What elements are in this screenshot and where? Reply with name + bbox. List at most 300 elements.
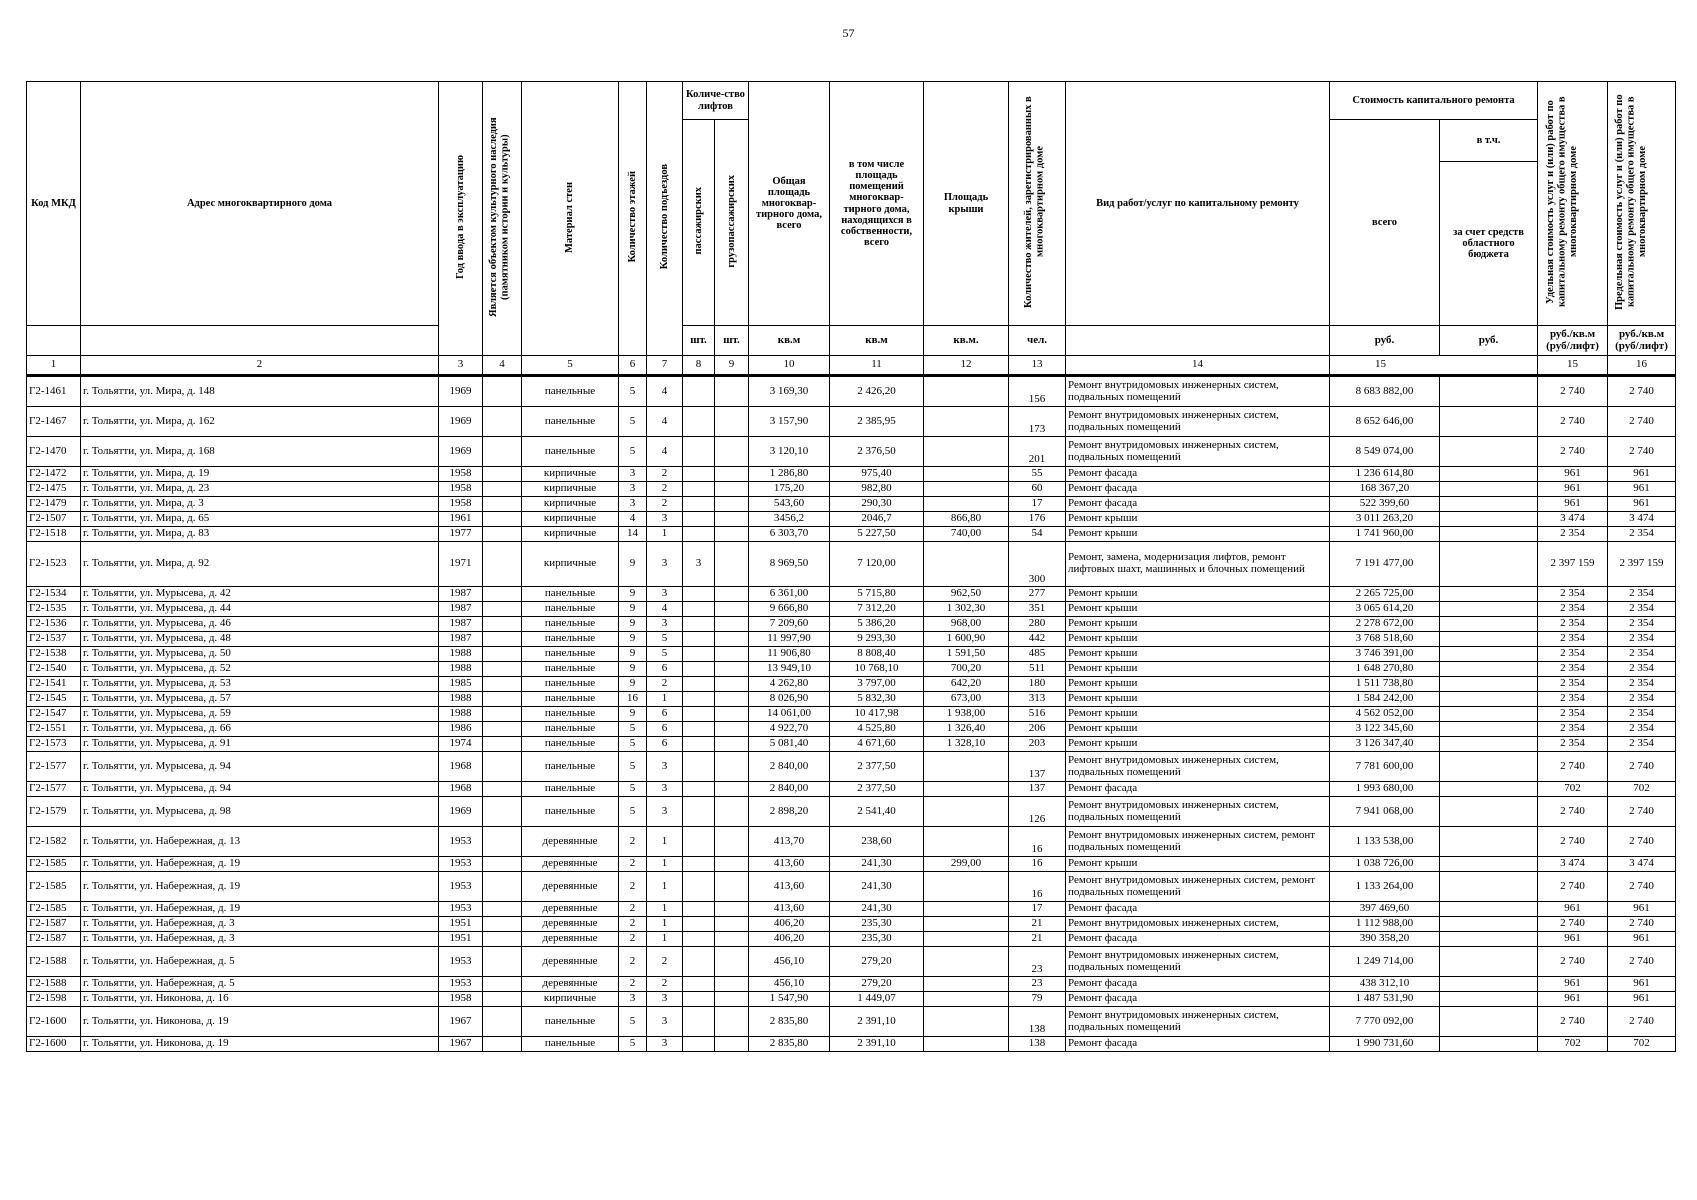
row-roof-area: 1 326,40 [924, 722, 1009, 737]
row-heritage [483, 992, 522, 1007]
row-heritage [483, 782, 522, 797]
row-floors: 5 [619, 376, 647, 407]
row-year: 1961 [439, 512, 483, 527]
row-owned-area: 4 525,80 [830, 722, 924, 737]
header-work-type: Вид работ/услуг по капитальному ремонту [1066, 82, 1330, 326]
row-floors: 2 [619, 857, 647, 872]
row-total-area: 4 262,80 [749, 677, 830, 692]
row-entrances: 1 [647, 692, 683, 707]
unit-sqm-3: кв.м. [924, 326, 1009, 356]
column-number: 15 [1330, 356, 1538, 376]
row-year: 1987 [439, 602, 483, 617]
row-residents: 201 [1009, 437, 1066, 467]
row-max-cost: 2 354 [1608, 602, 1676, 617]
table-row [27, 512, 1676, 527]
row-work-type: Ремонт крыши [1066, 617, 1330, 632]
row-entrances: 2 [647, 947, 683, 977]
row-roof-area [924, 467, 1009, 482]
row-heritage [483, 737, 522, 752]
row-total-area: 3456,2 [749, 512, 830, 527]
row-roof-area [924, 542, 1009, 587]
row-year: 1969 [439, 797, 483, 827]
row-year: 1951 [439, 932, 483, 947]
row-code: Г2-1472 [27, 467, 81, 482]
row-walls: панельные [522, 437, 619, 467]
row-year: 1958 [439, 467, 483, 482]
row-address: г. Тольятти, ул. Набережная, д. 5 [81, 977, 439, 992]
row-entrances: 1 [647, 932, 683, 947]
row-code: Г2-1541 [27, 677, 81, 692]
unit-rub-1: руб. [1330, 326, 1440, 356]
row-owned-area: 8 808,40 [830, 647, 924, 662]
row-residents: 516 [1009, 707, 1066, 722]
row-owned-area: 279,20 [830, 947, 924, 977]
row-address: г. Тольятти, ул. Мира, д. 83 [81, 527, 439, 542]
row-year: 1968 [439, 752, 483, 782]
row-floors: 2 [619, 932, 647, 947]
row-code: Г2-1587 [27, 932, 81, 947]
row-walls: кирпичные [522, 992, 619, 1007]
row-walls: панельные [522, 407, 619, 437]
row-heritage [483, 482, 522, 497]
row-residents: 180 [1009, 677, 1066, 692]
row-heritage [483, 752, 522, 782]
row-total-area: 11 906,80 [749, 647, 830, 662]
row-lifts-cargo [715, 992, 749, 1007]
row-lifts-cargo [715, 437, 749, 467]
row-max-cost: 961 [1608, 977, 1676, 992]
row-year: 1967 [439, 1037, 483, 1052]
header-lifts-passenger: пассажирских [683, 120, 715, 326]
row-year: 1988 [439, 707, 483, 722]
row-entrances: 4 [647, 602, 683, 617]
row-floors: 3 [619, 482, 647, 497]
row-lifts-cargo [715, 827, 749, 857]
row-heritage [483, 872, 522, 902]
row-walls: панельные [522, 1037, 619, 1052]
row-lifts-cargo [715, 782, 749, 797]
row-year: 1969 [439, 437, 483, 467]
row-entrances: 2 [647, 677, 683, 692]
row-unit-cost: 702 [1538, 782, 1608, 797]
row-residents: 23 [1009, 977, 1066, 992]
row-residents: 138 [1009, 1037, 1066, 1052]
row-year: 1967 [439, 1007, 483, 1037]
row-residents: 351 [1009, 602, 1066, 617]
table-row [27, 707, 1676, 722]
header-cost: Стоимость капитального ремонта [1330, 82, 1538, 120]
row-cost-total: 3 126 347,40 [1330, 737, 1440, 752]
row-cost-region [1440, 947, 1538, 977]
row-heritage [483, 587, 522, 602]
row-max-cost: 2 354 [1608, 722, 1676, 737]
row-max-cost: 2 740 [1608, 872, 1676, 902]
row-owned-area: 2 376,50 [830, 437, 924, 467]
row-owned-area: 2 426,20 [830, 376, 924, 407]
row-code: Г2-1470 [27, 437, 81, 467]
row-year: 1986 [439, 722, 483, 737]
row-cost-region [1440, 1007, 1538, 1037]
row-residents: 79 [1009, 992, 1066, 1007]
unit-pcs-1: шт. [683, 326, 715, 356]
row-residents: 173 [1009, 407, 1066, 437]
row-owned-area: 241,30 [830, 902, 924, 917]
row-entrances: 3 [647, 797, 683, 827]
row-entrances: 4 [647, 407, 683, 437]
row-floors: 16 [619, 692, 647, 707]
row-total-area: 11 997,90 [749, 632, 830, 647]
row-floors: 2 [619, 977, 647, 992]
row-residents: 280 [1009, 617, 1066, 632]
row-entrances: 5 [647, 647, 683, 662]
row-lifts-passenger [683, 407, 715, 437]
row-roof-area: 642,20 [924, 677, 1009, 692]
row-code: Г2-1523 [27, 542, 81, 587]
row-lifts-passenger [683, 782, 715, 797]
row-year: 1971 [439, 542, 483, 587]
row-unit-cost: 2 740 [1538, 947, 1608, 977]
row-address: г. Тольятти, ул. Мира, д. 19 [81, 467, 439, 482]
row-max-cost: 2 354 [1608, 632, 1676, 647]
row-cost-total: 7 191 477,00 [1330, 542, 1440, 587]
row-cost-total: 1 511 738,80 [1330, 677, 1440, 692]
row-unit-cost: 2 354 [1538, 587, 1608, 602]
row-roof-area [924, 752, 1009, 782]
header-code: Код МКД [27, 82, 81, 326]
row-code: Г2-1587 [27, 917, 81, 932]
row-cost-total: 2 278 672,00 [1330, 617, 1440, 632]
row-unit-cost: 2 354 [1538, 707, 1608, 722]
row-address: г. Тольятти, ул. Никонова, д. 16 [81, 992, 439, 1007]
table-row [27, 872, 1676, 902]
row-lifts-cargo [715, 722, 749, 737]
row-roof-area: 968,00 [924, 617, 1009, 632]
row-cost-total: 4 562 052,00 [1330, 707, 1440, 722]
row-code: Г2-1507 [27, 512, 81, 527]
row-unit-cost: 2 354 [1538, 677, 1608, 692]
row-floors: 3 [619, 467, 647, 482]
row-lifts-cargo [715, 467, 749, 482]
row-unit-cost: 961 [1538, 482, 1608, 497]
row-address: г. Тольятти, ул. Набережная, д. 19 [81, 872, 439, 902]
row-lifts-cargo [715, 662, 749, 677]
row-total-area: 1 547,90 [749, 992, 830, 1007]
row-work-type: Ремонт крыши [1066, 632, 1330, 647]
row-entrances: 1 [647, 917, 683, 932]
row-total-area: 456,10 [749, 977, 830, 992]
row-cost-total: 1 487 531,90 [1330, 992, 1440, 1007]
row-code: Г2-1551 [27, 722, 81, 737]
row-floors: 9 [619, 542, 647, 587]
table-row [27, 662, 1676, 677]
row-max-cost: 2 397 159 [1608, 542, 1676, 587]
row-code: Г2-1536 [27, 617, 81, 632]
column-number: 5 [522, 356, 619, 376]
row-entrances: 1 [647, 527, 683, 542]
row-work-type: Ремонт крыши [1066, 527, 1330, 542]
row-year: 1987 [439, 617, 483, 632]
row-lifts-cargo [715, 376, 749, 407]
unit-rate-2: руб./кв.м (руб/лифт) [1608, 326, 1676, 356]
row-lifts-passenger [683, 467, 715, 482]
row-lifts-passenger [683, 707, 715, 722]
column-number: 10 [749, 356, 830, 376]
row-code: Г2-1540 [27, 662, 81, 677]
row-heritage [483, 827, 522, 857]
row-heritage [483, 857, 522, 872]
row-entrances: 3 [647, 617, 683, 632]
row-cost-region [1440, 707, 1538, 722]
row-owned-area: 2 377,50 [830, 782, 924, 797]
row-total-area: 2 840,00 [749, 782, 830, 797]
row-lifts-passenger [683, 617, 715, 632]
row-cost-region [1440, 782, 1538, 797]
row-entrances: 2 [647, 977, 683, 992]
row-address: г. Тольятти, ул. Мира, д. 92 [81, 542, 439, 587]
unit-address [81, 326, 439, 356]
row-walls: деревянные [522, 947, 619, 977]
row-work-type: Ремонт внутридомовых инженерных систем, подвальных помещений [1066, 797, 1330, 827]
row-walls: панельные [522, 677, 619, 692]
row-total-area: 2 898,20 [749, 797, 830, 827]
row-unit-cost: 2 354 [1538, 527, 1608, 542]
row-residents: 176 [1009, 512, 1066, 527]
row-residents: 156 [1009, 376, 1066, 407]
row-address: г. Тольятти, ул. Набережная, д. 19 [81, 857, 439, 872]
header-max-cost: Предельная стоимость услуг и (или) работ по капитальному ремонту общего имущества в многоквартирном доме [1608, 82, 1676, 326]
row-lifts-cargo [715, 632, 749, 647]
row-heritage [483, 527, 522, 542]
row-cost-total: 8 652 646,00 [1330, 407, 1440, 437]
row-address: г. Тольятти, ул. Мира, д. 23 [81, 482, 439, 497]
row-lifts-passenger [683, 662, 715, 677]
row-work-type: Ремонт крыши [1066, 587, 1330, 602]
table-row [27, 587, 1676, 602]
row-work-type: Ремонт внутридомовых инженерных систем, подвальных помещений [1066, 947, 1330, 977]
column-number: 4 [483, 356, 522, 376]
row-walls: деревянные [522, 917, 619, 932]
row-total-area: 543,60 [749, 497, 830, 512]
row-work-type: Ремонт крыши [1066, 707, 1330, 722]
header-total-area: Общая площадь многоквар-тирного дома, всего [749, 82, 830, 326]
row-residents: 313 [1009, 692, 1066, 707]
row-walls: деревянные [522, 902, 619, 917]
row-residents: 511 [1009, 662, 1066, 677]
row-code: Г2-1467 [27, 407, 81, 437]
header-unit-cost: Удельная стоимость услуг и (или) работ по капитальному ремонту общего имущества в многоквартирном доме [1538, 82, 1608, 326]
row-lifts-passenger [683, 857, 715, 872]
row-walls: деревянные [522, 827, 619, 857]
column-number: 16 [1608, 356, 1676, 376]
table-row [27, 497, 1676, 512]
row-walls: панельные [522, 587, 619, 602]
row-code: Г2-1585 [27, 857, 81, 872]
row-max-cost: 2 740 [1608, 797, 1676, 827]
row-cost-total: 1 741 960,00 [1330, 527, 1440, 542]
row-year: 1977 [439, 527, 483, 542]
unit-pcs-2: шт. [715, 326, 749, 356]
unit-rate-1: руб./кв.м (руб/лифт) [1538, 326, 1608, 356]
row-unit-cost: 961 [1538, 902, 1608, 917]
row-unit-cost: 961 [1538, 497, 1608, 512]
row-address: г. Тольятти, ул. Набережная, д. 19 [81, 902, 439, 917]
row-code: Г2-1582 [27, 827, 81, 857]
row-cost-region [1440, 1037, 1538, 1052]
row-cost-region [1440, 917, 1538, 932]
row-work-type: Ремонт крыши [1066, 602, 1330, 617]
row-entrances: 6 [647, 662, 683, 677]
row-lifts-cargo [715, 527, 749, 542]
row-lifts-cargo [715, 932, 749, 947]
row-lifts-cargo [715, 647, 749, 662]
row-cost-region [1440, 497, 1538, 512]
row-cost-total: 1 133 538,00 [1330, 827, 1440, 857]
unit-sqm-2: кв.м [830, 326, 924, 356]
row-code: Г2-1577 [27, 782, 81, 797]
capital-repair-table [26, 81, 1676, 1052]
row-code: Г2-1545 [27, 692, 81, 707]
row-owned-area: 9 293,30 [830, 632, 924, 647]
row-work-type: Ремонт внутридомовых инженерных систем, подвальных помещений [1066, 376, 1330, 407]
column-number: 9 [715, 356, 749, 376]
table-row [27, 917, 1676, 932]
row-entrances: 1 [647, 872, 683, 902]
row-address: г. Тольятти, ул. Мира, д. 168 [81, 437, 439, 467]
row-total-area: 14 061,00 [749, 707, 830, 722]
row-unit-cost: 2 740 [1538, 1007, 1608, 1037]
row-work-type: Ремонт крыши [1066, 857, 1330, 872]
row-cost-total: 8 549 074,00 [1330, 437, 1440, 467]
row-code: Г2-1535 [27, 602, 81, 617]
row-lifts-cargo [715, 1007, 749, 1037]
row-residents: 55 [1009, 467, 1066, 482]
row-total-area: 413,60 [749, 902, 830, 917]
row-walls: панельные [522, 692, 619, 707]
row-total-area: 3 157,90 [749, 407, 830, 437]
row-cost-total: 1 584 242,00 [1330, 692, 1440, 707]
row-code: Г2-1585 [27, 902, 81, 917]
row-unit-cost: 2 354 [1538, 602, 1608, 617]
row-roof-area [924, 932, 1009, 947]
table-row [27, 482, 1676, 497]
row-work-type: Ремонт внутридомовых инженерных систем, подвальных помещений [1066, 1007, 1330, 1037]
row-walls: панельные [522, 797, 619, 827]
row-walls: деревянные [522, 977, 619, 992]
row-walls: панельные [522, 662, 619, 677]
row-work-type: Ремонт фасада [1066, 497, 1330, 512]
row-lifts-cargo [715, 602, 749, 617]
row-unit-cost: 2 740 [1538, 872, 1608, 902]
row-floors: 3 [619, 497, 647, 512]
row-max-cost: 2 354 [1608, 647, 1676, 662]
row-cost-total: 397 469,60 [1330, 902, 1440, 917]
row-residents: 23 [1009, 947, 1066, 977]
row-roof-area [924, 1037, 1009, 1052]
table-row [27, 1037, 1676, 1052]
row-unit-cost: 2 354 [1538, 692, 1608, 707]
table-row [27, 542, 1676, 587]
row-address: г. Тольятти, ул. Никонова, д. 19 [81, 1037, 439, 1052]
table-row [27, 977, 1676, 992]
row-floors: 4 [619, 512, 647, 527]
row-owned-area: 2 541,40 [830, 797, 924, 827]
row-address: г. Тольятти, ул. Набережная, д. 3 [81, 932, 439, 947]
row-cost-total: 1 990 731,60 [1330, 1037, 1440, 1052]
row-work-type: Ремонт внутридомовых инженерных систем, ремонт подвальных помещений [1066, 827, 1330, 857]
row-heritage [483, 407, 522, 437]
row-heritage [483, 497, 522, 512]
row-heritage [483, 647, 522, 662]
row-lifts-passenger [683, 512, 715, 527]
row-work-type: Ремонт фасада [1066, 467, 1330, 482]
row-address: г. Тольятти, ул. Мурысева, д. 98 [81, 797, 439, 827]
row-walls: кирпичные [522, 512, 619, 527]
header-floors: Количество этажей [619, 82, 647, 356]
row-owned-area: 7 120,00 [830, 542, 924, 587]
column-number: 13 [1009, 356, 1066, 376]
row-heritage [483, 542, 522, 587]
row-total-area: 2 835,80 [749, 1037, 830, 1052]
row-cost-total: 522 399,60 [1330, 497, 1440, 512]
row-roof-area [924, 782, 1009, 797]
row-roof-area [924, 992, 1009, 1007]
row-heritage [483, 662, 522, 677]
row-code: Г2-1588 [27, 977, 81, 992]
row-cost-region [1440, 827, 1538, 857]
row-roof-area [924, 902, 1009, 917]
row-total-area: 5 081,40 [749, 737, 830, 752]
row-heritage [483, 977, 522, 992]
row-residents: 16 [1009, 827, 1066, 857]
row-floors: 5 [619, 407, 647, 437]
row-max-cost: 2 740 [1608, 947, 1676, 977]
header-residents: Количество жителей, зарегистрированных в многоквартирном доме [1009, 82, 1066, 326]
row-total-area: 2 835,80 [749, 1007, 830, 1037]
row-roof-area: 673,00 [924, 692, 1009, 707]
row-total-area: 4 922,70 [749, 722, 830, 737]
row-owned-area: 4 671,60 [830, 737, 924, 752]
row-max-cost: 961 [1608, 992, 1676, 1007]
row-floors: 2 [619, 872, 647, 902]
row-roof-area: 866,80 [924, 512, 1009, 527]
row-lifts-passenger [683, 992, 715, 1007]
row-code: Г2-1577 [27, 752, 81, 782]
row-unit-cost: 2 740 [1538, 797, 1608, 827]
row-owned-area: 5 715,80 [830, 587, 924, 602]
column-number: 3 [439, 356, 483, 376]
row-address: г. Тольятти, ул. Мурысева, д. 50 [81, 647, 439, 662]
row-lifts-passenger [683, 1037, 715, 1052]
row-max-cost: 2 354 [1608, 737, 1676, 752]
row-total-area: 3 169,30 [749, 376, 830, 407]
row-owned-area: 279,20 [830, 977, 924, 992]
row-heritage [483, 617, 522, 632]
row-lifts-passenger [683, 527, 715, 542]
row-lifts-cargo [715, 737, 749, 752]
row-residents: 137 [1009, 752, 1066, 782]
row-max-cost: 2 740 [1608, 1007, 1676, 1037]
row-unit-cost: 2 354 [1538, 662, 1608, 677]
row-address: г. Тольятти, ул. Мурысева, д. 42 [81, 587, 439, 602]
row-address: г. Тольятти, ул. Мира, д. 65 [81, 512, 439, 527]
row-max-cost: 961 [1608, 932, 1676, 947]
row-floors: 2 [619, 902, 647, 917]
row-cost-region [1440, 407, 1538, 437]
column-numbers-row [27, 356, 1676, 376]
unit-rub-2: руб. [1440, 326, 1538, 356]
row-lifts-cargo [715, 677, 749, 692]
row-work-type: Ремонт фасада [1066, 902, 1330, 917]
